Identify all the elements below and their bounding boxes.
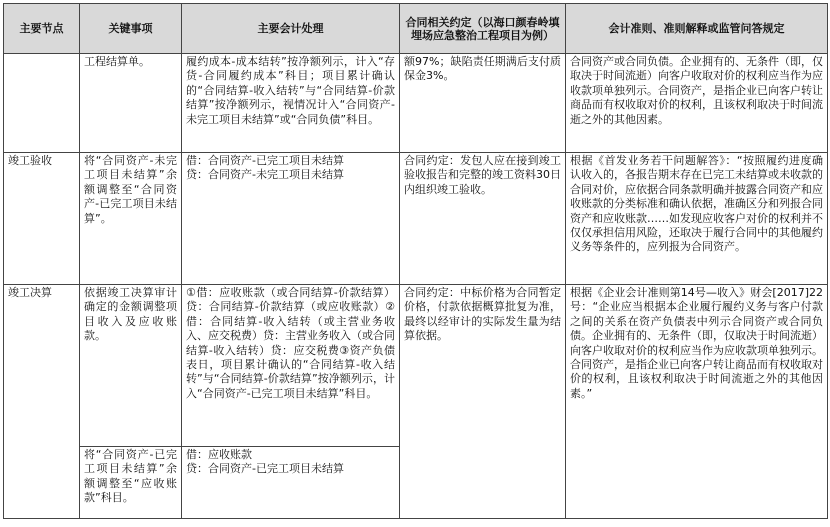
credit-entry: 贷：合同资产-未完工项目未结算: [186, 168, 344, 182]
header-contract: 合同相关约定（以海口颜春岭填埋场应急整治工程项目为例）: [400, 4, 566, 54]
table-row: [4, 153, 828, 285]
accounting-cell: 履约成本-成本结转”按净额列示，计入“存货-合同履约成本”科目；项目累计确认的“合同结算-收入结转”与“合同结算-价款结算”按净额列示，视情况计入“合同资产-未完工项目未结算”或“合同负债”科目。: [182, 54, 400, 153]
matter-cell: 工程结算单。: [80, 54, 182, 153]
contract-cell: 合同约定：发包人应在接到竣工验收报告和完整的竣工资料30日内组织竣工验收。: [400, 153, 566, 285]
accounting-table: [3, 3, 828, 519]
table-row: [4, 54, 828, 153]
standard-cell: 根据《企业会计准则第14号—收入》财会[2017]22号：“企业应当根据本企业履行履约义务与客户付款之间的关系在资产负债表中列示合同资产或合同负债。企业拥有的、无条件（即，仅取决于时间流逝）向客户收取对价的权利应当作为应收款项单独列示。合同资产，是指企业已向客户转让商品而有权收取对价的权利，且该权利取决于时间流逝之外的其他因素。”: [566, 285, 828, 519]
standard-cell: 根据《首发业务若干问题解答》：“按照履约进度确认收入的，各报告期末存在已完工未结算或未收款的合同对价，应依据合同条款明确并披露合同资产和应收账款的分类标准和确认依据，准确区分和列报合同资产和应收账款……如发现应收客户对价的权利并不仅仅承担信用风险，还取决于履行合同中的其他履约义务等条件的，应列报为合同资产。: [566, 153, 828, 285]
debit-entry: 借：应收账款: [186, 448, 252, 461]
header-standard: 会计准则、准则解释或监管问答规定: [566, 4, 828, 54]
accounting-cell: [182, 447, 400, 519]
header-accounting: 主要会计处理: [182, 4, 400, 54]
accounting-cell: [182, 153, 400, 285]
table-row: [4, 285, 828, 447]
header-row: [4, 4, 828, 54]
credit-entry: 贷：合同资产-已完工项目未结算: [186, 462, 344, 476]
matter-cell: 依据竣工决算审计确定的金额调整项目收入及应收账款。: [80, 285, 182, 447]
node-cell-empty: [4, 54, 80, 153]
accounting-cell: ①借：应收账款（或合同结算-价款结算）贷：合同结算-价款结算（或应收账款）②借：合同结算-收入结转（或主营业务收入、应交税费）贷：主营业务收入（或合同结算-收入结转）贷：应交税费③资产负债表日，项目累计确认的“合同结算-收入结转”与“合同结算-价款结算”按净额列示，计入“合同资产-已完工项目未结算”科目。: [182, 285, 400, 447]
node-cell: 竣工决算: [4, 285, 80, 519]
contract-cell: 额97%；缺陷责任期满后支付质保金3%。: [400, 54, 566, 153]
matter-cell: 将“合同资产-已完工项目未结算”余额调整至“应收账款”科目。: [80, 447, 182, 519]
debit-entry: 借：合同资产-已完工项目未结算: [186, 154, 344, 167]
matter-cell: 将“合同资产-未完工项目未结算”余额调整至“合同资产-已完工项目未结算”。: [80, 153, 182, 285]
standard-cell: 合同资产或合同负债。企业拥有的、无条件（即，仅取决于时间流逝）向客户收取对价的权利应当作为应收款项单独列示。合同资产，是指企业已向客户转让商品而有权收取对价的权利，且该权利取决于时间流逝之外的其他因素。: [566, 54, 828, 153]
header-node: 主要节点: [4, 4, 80, 54]
node-cell: 竣工验收: [4, 153, 80, 285]
contract-cell: 合同约定：中标价格为合同暂定价格，付款依据概算批复为准，最终以经审计的实际发生量为结算依据。: [400, 285, 566, 519]
header-matter: 关键事项: [80, 4, 182, 54]
